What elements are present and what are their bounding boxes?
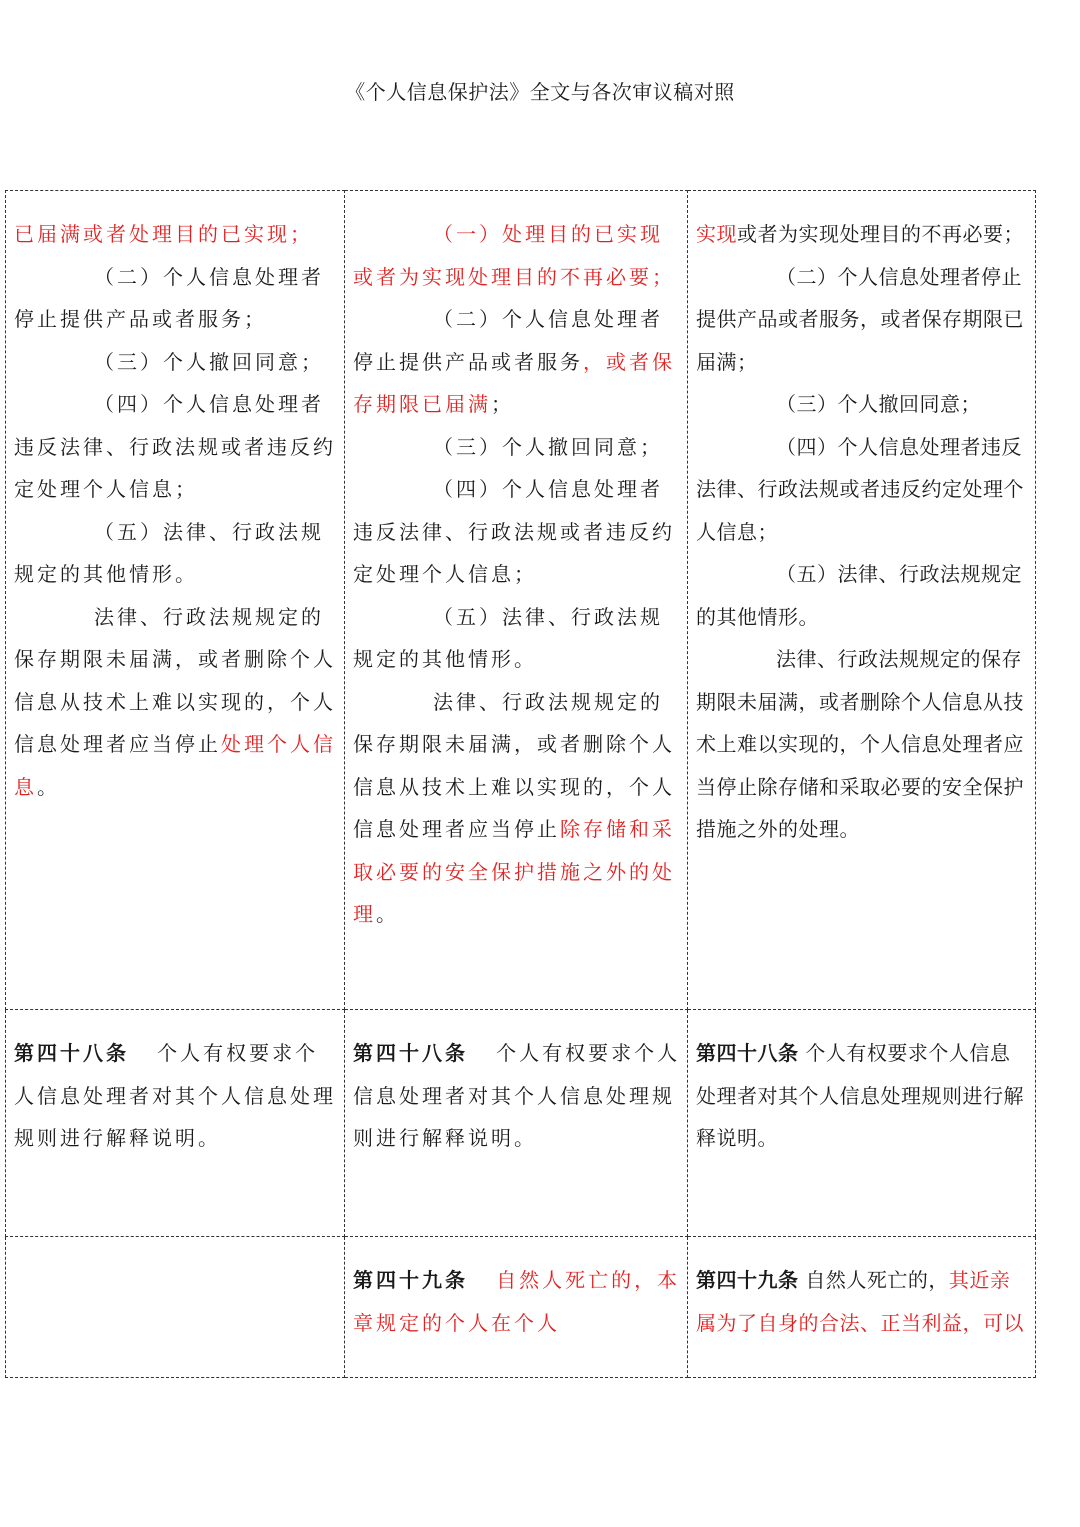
paragraph: （四）个人信息处理者违反法律、行政法规或者违反约定处理个人信息； [353, 477, 675, 586]
text: 个人有权要求个人信息处理者对其个人信息处理规则进行解释说明。 [696, 1041, 1024, 1150]
cell-final-law [688, 1237, 1036, 1378]
text: 个人有权要求个人信息处理者对其个人信息处理规则进行解释说明。 [14, 1041, 336, 1150]
highlight-text: 处理个人信息 [14, 732, 336, 799]
paragraph [696, 1032, 1029, 1160]
highlight-text: 自然人死亡的，本章规定的个人在个人 [353, 1268, 681, 1335]
paragraph: （五）法律、行政法规规定的其他情形。 [696, 562, 1022, 629]
paragraph: （五）法律、行政法规规定的其他情形。 [353, 604, 663, 671]
paragraph: （三）个人撤回同意； [776, 392, 981, 416]
paragraph: 已届满或者处理目的已实现； [14, 222, 313, 246]
article-heading: 第四十八条 [696, 1041, 799, 1065]
highlight-text: 其近亲属为了自身的合法、正当利益，可以 [696, 1268, 1024, 1335]
text: 。 [37, 774, 60, 799]
paragraph: （三）个人撤回同意； [94, 349, 324, 374]
text: 法律、行政法规规定的保存期限未届满，或者删除个人信息从技术上难以实现的，个人信息处理者应当停止 [353, 689, 675, 841]
text: 或者为实现处理目的不再必要； [737, 222, 1024, 246]
article-heading: 第四十九条 [353, 1268, 468, 1292]
text: 自然人死亡的， [805, 1268, 949, 1292]
paragraph: （三）个人撤回同意； [433, 434, 663, 459]
cell-law-text [6, 1237, 345, 1378]
paragraph: （四）个人信息处理者违反法律、行政法规或者违反约定处理个人信息； [696, 434, 1024, 544]
paragraph [696, 1259, 1029, 1344]
paragraph [14, 596, 338, 809]
text: 法律、行政法规规定的保存期限未届满，或者删除个人信息从技术上难以实现的，个人信息处理者应当停止 [14, 604, 336, 756]
cell-draft-2 [345, 191, 688, 1010]
cell-final-law [688, 1010, 1036, 1237]
paragraph [353, 1259, 681, 1344]
paragraph: （四）个人信息处理者违反法律、行政法规或者违反约定处理个人信息； [14, 392, 336, 501]
article-heading: 第四十九条 [696, 1268, 799, 1292]
cell-final-law [688, 191, 1036, 1010]
article-heading: 第四十八条 [353, 1041, 468, 1065]
comparison-table [5, 190, 1036, 1378]
table-row [6, 1010, 1036, 1237]
cell-draft-2 [345, 1237, 688, 1378]
page-title: 《个人信息保护法》全文与各次审议稿对照 [345, 80, 735, 104]
table-row [6, 191, 1036, 1010]
paragraph: （二）个人信息处理者停止提供产品或者服务； [14, 264, 324, 331]
text: 个人有权要求个人信息处理者对其个人信息处理规则进行解释说明。 [353, 1041, 681, 1150]
paragraph: （二）个人信息处理者停止提供产品或者服务，或者保存期限已届满； [696, 264, 1024, 374]
paragraph: 法律、行政法规规定的保存期限未届满，或者删除个人信息从技术上难以实现的，个人信息处理者应当停止除存储和采取必要的安全保护措施之外的处理。 [696, 647, 1024, 841]
article-heading: 第四十八条 [14, 1041, 129, 1065]
highlight-text: 实现 [696, 222, 737, 246]
cell-law-text [6, 191, 345, 1010]
paragraph [353, 298, 681, 426]
paragraph [353, 1032, 681, 1160]
text: 。 [376, 902, 399, 926]
paragraph: （一）处理目的已实现或者为实现处理目的不再必要； [353, 222, 675, 289]
text: ； [491, 392, 514, 416]
paragraph: （五）法律、行政法规规定的其他情形。 [14, 519, 324, 586]
cell-draft-2 [345, 1010, 688, 1237]
table-row [6, 1237, 1036, 1378]
highlight-text: ，或者保存期限已届满 [353, 349, 675, 416]
highlight-text: 除存储和采取必要的安全保护措施之外的处理 [353, 817, 675, 926]
cell-law-text [6, 1010, 345, 1237]
paragraph [353, 681, 681, 936]
paragraph [696, 213, 1029, 256]
paragraph [14, 1032, 338, 1160]
text: （二）个人信息处理者停止提供产品或者服务 [353, 307, 663, 374]
